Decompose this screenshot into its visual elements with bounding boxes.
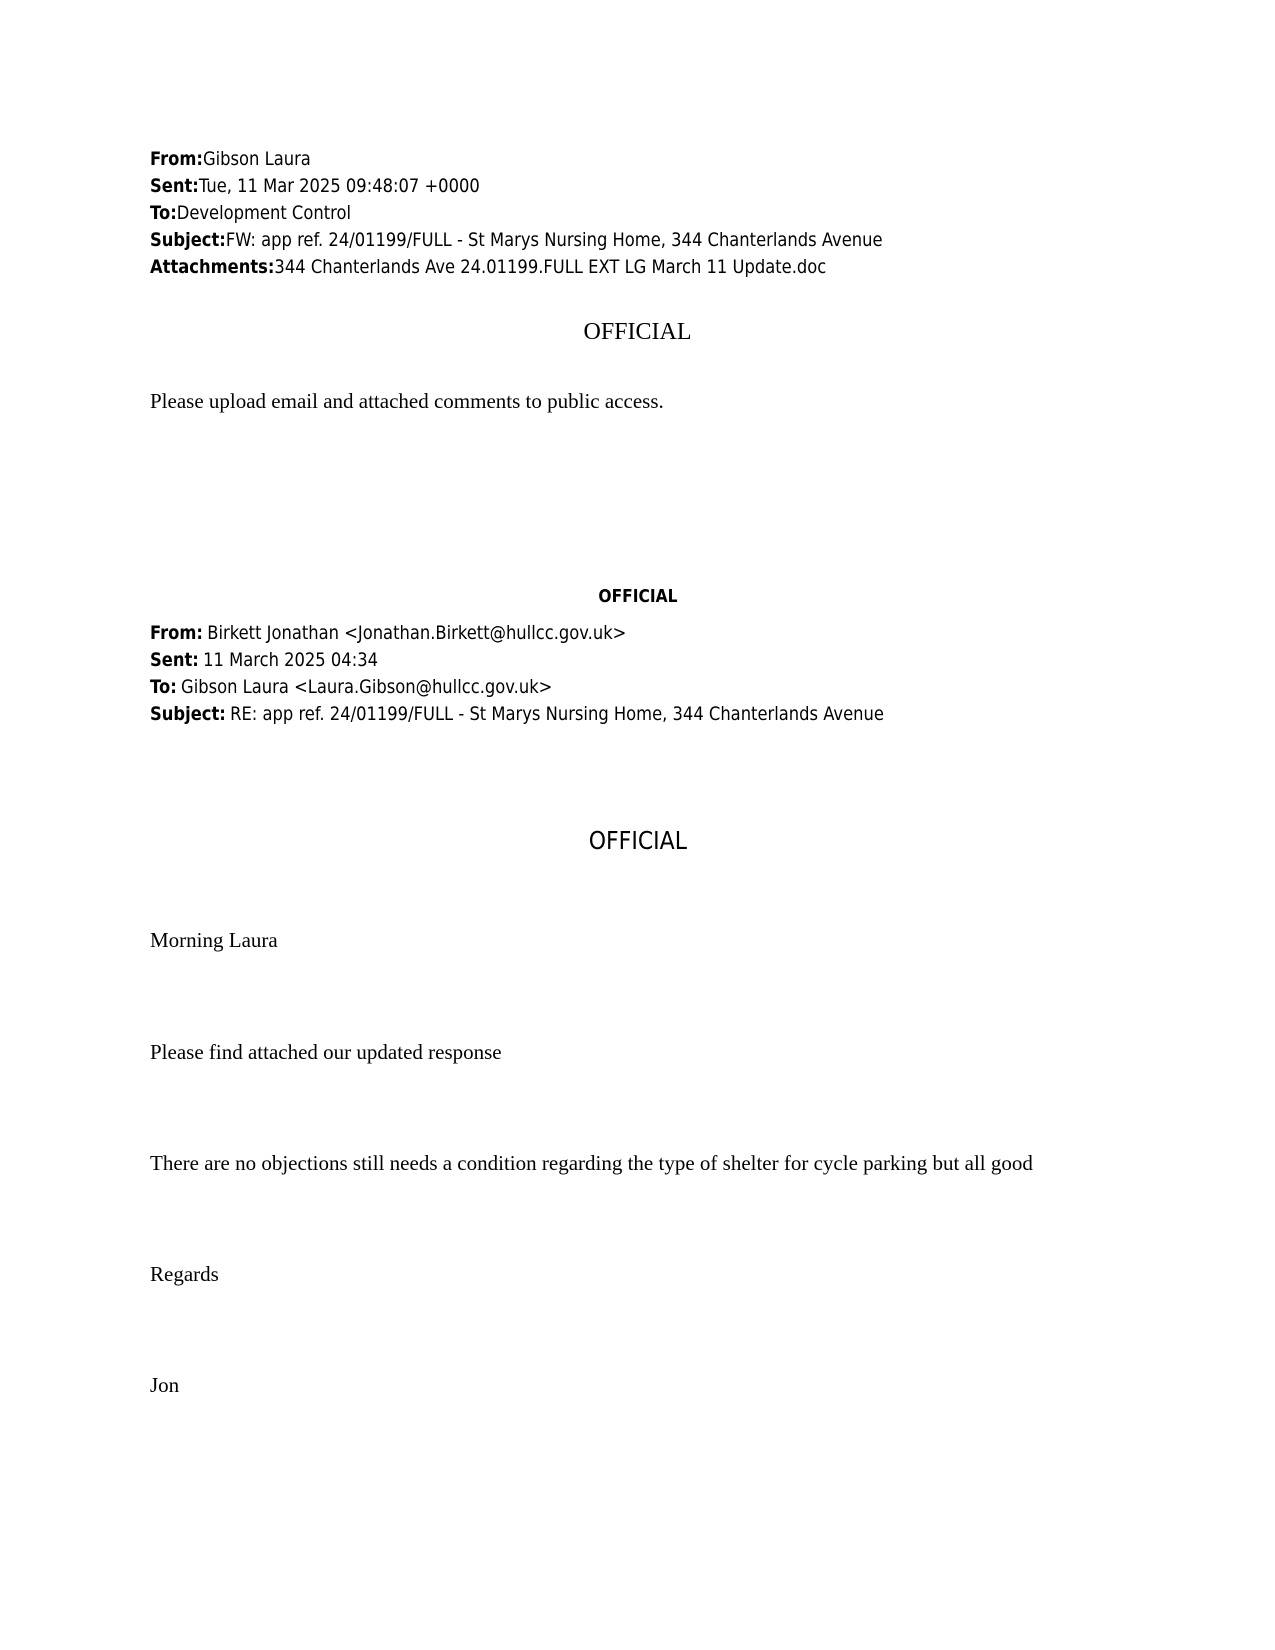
original-header-classification-wrap [0,585,1275,610]
from-value: Gibson Laura [202,148,311,170]
sent-label: Sent: [150,649,199,671]
subject-value: RE: app ref. 24/01199/FULL - St Marys Nursing Home, 344 Chanterlands Avenue [230,703,884,725]
sent-value: Tue, 11 Mar 2025 09:48:07 +0000 [198,175,480,197]
subject-label: Subject: [150,703,226,725]
closing: Regards [150,1262,219,1286]
original-from-row [150,620,626,647]
sent-value: 11 March 2025 04:34 [203,649,378,671]
forward-message: Please upload email and attached comments to public access. [150,389,664,413]
forward-from-row [150,146,311,173]
original-to-row [150,674,552,701]
forward-sent-row [150,173,480,200]
to-value: Gibson Laura <Laura.Gibson@hullcc.gov.uk> [181,676,553,698]
signature: Jon [150,1373,180,1397]
to-value: Development Control [176,202,352,224]
subject-label: Subject: [150,229,226,251]
forward-attachments-row [150,254,826,281]
original-body-classification-wrap [0,825,1275,861]
original-body-classification: OFFICIAL [588,826,687,855]
greeting: Morning Laura [150,928,278,952]
to-label: To: [150,676,177,698]
to-label: To: [150,202,177,224]
original-header-classification: OFFICIAL [597,586,678,607]
forward-to-row [150,200,351,227]
from-value: Birkett Jonathan <Jonathan.Birkett@hullcc.gov.uk> [207,622,627,644]
attachments-label: Attachments: [150,256,275,278]
attachments-value: 344 Chanterlands Ave 24.01199.FULL EXT LG March 11 Update.doc [274,256,827,278]
forward-subject-row [150,227,883,254]
forward-classification: OFFICIAL [583,319,692,345]
body-line-1: Please find attached our updated response [150,1040,502,1064]
body-line-2: There are no objections still needs a condition regarding the type of shelter for cycle parking but all good [150,1151,1033,1175]
original-subject-row [150,701,884,728]
original-sent-row [150,647,378,674]
subject-value: FW: app ref. 24/01199/FULL - St Marys Nursing Home, 344 Chanterlands Avenue [225,229,883,251]
from-label: From: [150,622,203,644]
sent-label: Sent: [150,175,199,197]
from-label: From: [150,148,203,170]
